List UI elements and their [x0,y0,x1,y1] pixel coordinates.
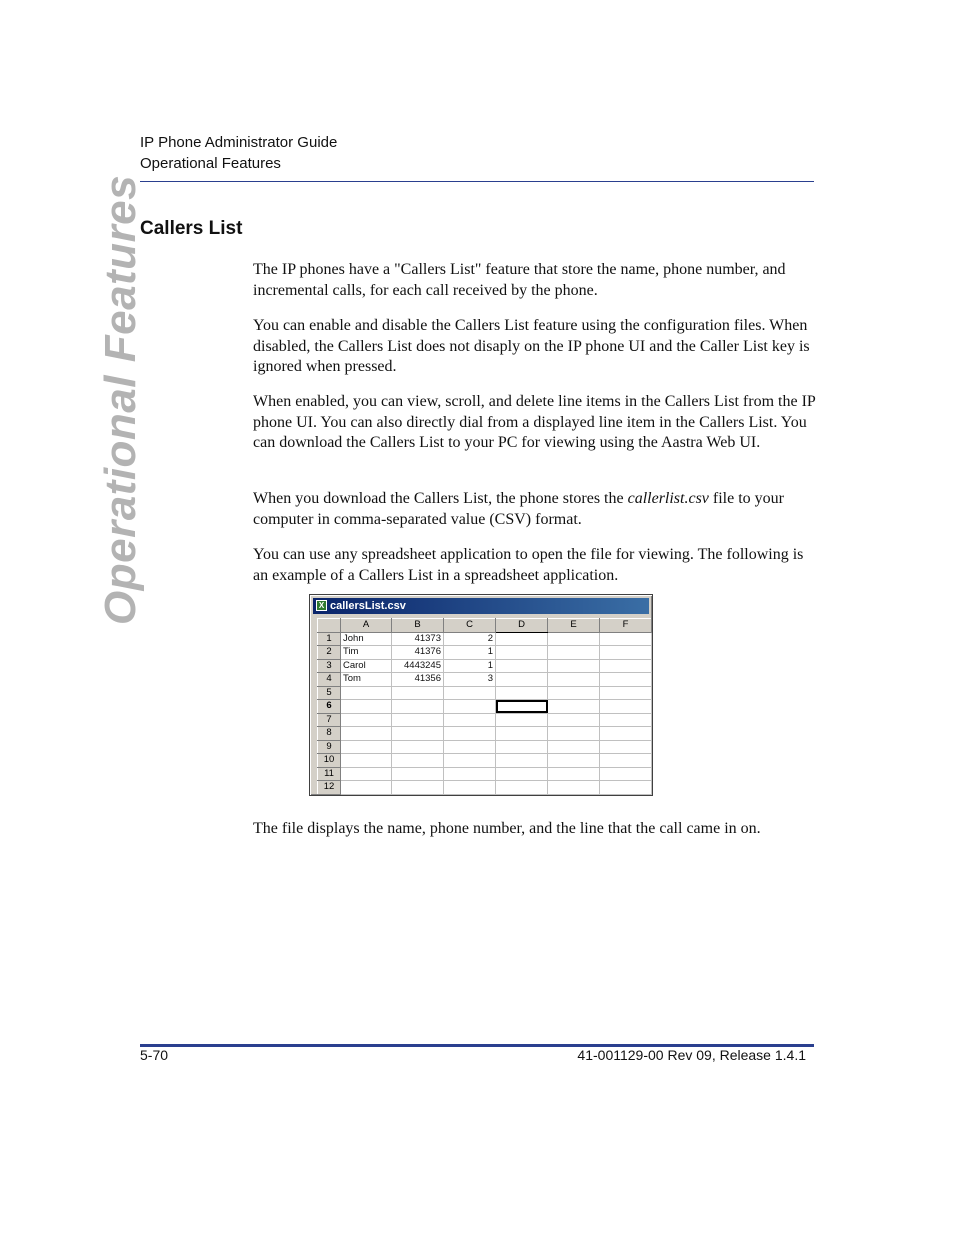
grid-cell[interactable] [600,686,652,700]
header-guide-title: IP Phone Administrator Guide [140,134,338,151]
table-row [318,713,652,727]
footer-doc-id: 41-001129-00 Rev 09, Release 1.4.1 [577,1047,806,1063]
grid-cell[interactable] [392,754,444,768]
grid-cell[interactable] [496,740,548,754]
grid-cell[interactable] [600,646,652,660]
grid-cell[interactable] [548,740,600,754]
grid-cell[interactable] [496,659,548,673]
grid-cell[interactable]: John [341,632,392,646]
row-header[interactable]: 1 [318,632,341,646]
grid-cell[interactable] [341,781,392,795]
row-header[interactable]: 10 [318,754,341,768]
grid-cell[interactable]: 41356 [392,673,444,687]
grid-cell[interactable] [600,632,652,646]
grid-cell[interactable] [392,686,444,700]
row-header[interactable]: 3 [318,659,341,673]
grid-cell[interactable] [496,632,548,646]
column-header[interactable]: B [392,619,444,633]
grid-cell[interactable] [444,754,496,768]
section-title: Callers List [140,218,243,239]
row-header[interactable]: 11 [318,767,341,781]
grid-cell[interactable] [392,781,444,795]
grid-cell[interactable] [496,686,548,700]
filename-text: callerlist.csv [627,490,709,507]
header-chapter-title: Operational Features [140,155,281,172]
grid-cell[interactable] [392,767,444,781]
row-header[interactable]: 5 [318,686,341,700]
table-row [318,686,652,700]
grid-cell[interactable] [600,740,652,754]
paragraph-text [253,489,818,530]
table-row [318,781,652,795]
grid-cell[interactable] [600,781,652,795]
grid-cell[interactable] [341,740,392,754]
spreadsheet-titlebar [313,598,649,614]
table-row [318,727,652,741]
row-header[interactable]: 12 [318,781,341,795]
grid-cell[interactable] [341,700,392,714]
grid-cell[interactable] [444,767,496,781]
grid-cell[interactable] [392,740,444,754]
row-header[interactable]: 7 [318,713,341,727]
grid-cell[interactable] [444,713,496,727]
grid-cell[interactable] [341,727,392,741]
grid-cell[interactable] [341,754,392,768]
grid-cell[interactable] [600,673,652,687]
row-header[interactable]: 4 [318,673,341,687]
grid-cell[interactable] [548,632,600,646]
grid-cell[interactable] [496,781,548,795]
table-row [318,632,652,646]
grid-cell[interactable] [600,713,652,727]
row-header[interactable]: 9 [318,740,341,754]
column-header[interactable]: F [600,619,652,633]
grid-cell[interactable] [548,754,600,768]
column-header[interactable]: C [444,619,496,633]
grid-cell[interactable] [392,700,444,714]
grid-cell[interactable] [341,713,392,727]
grid-cell[interactable] [600,767,652,781]
grid-cell[interactable]: 2 [444,632,496,646]
grid-cell[interactable] [341,767,392,781]
column-header[interactable]: D [496,619,548,633]
paragraph-text-part: file to your computer in comma-separated value (CSV) format. [253,490,784,528]
grid-cell[interactable]: 41376 [392,646,444,660]
grid-cell[interactable] [548,659,600,673]
grid-cell[interactable] [496,673,548,687]
grid-cell[interactable]: 1 [444,646,496,660]
paragraph-enable-disable [253,316,818,378]
row-header[interactable]: 6 [318,700,341,714]
grid-cell[interactable] [600,700,652,714]
grid-cell[interactable] [548,781,600,795]
paragraph-spreadsheet-intro [253,545,818,586]
paragraph-intro [253,260,818,301]
grid-cell[interactable] [548,700,600,714]
spreadsheet-grid [317,618,652,795]
grid-cell[interactable]: 1 [444,659,496,673]
select-all-corner[interactable] [318,619,341,633]
column-header[interactable]: E [548,619,600,633]
grid-cell[interactable] [548,713,600,727]
grid-cell[interactable] [444,781,496,795]
grid-cell[interactable]: 41373 [392,632,444,646]
grid-cell[interactable]: Tim [341,646,392,660]
grid-cell[interactable] [600,659,652,673]
table-row [318,767,652,781]
paragraph-text: When enabled, you can view, scroll, and delete line items in the Callers List from the IP phone UI. You can also directly dial from a displayed line item in the Callers List. You can download the Callers List to your PC for viewing using the Aastra Web UI. [253,393,816,451]
grid-cell[interactable] [392,713,444,727]
excel-file-icon: X [316,600,327,611]
grid-cell[interactable] [496,646,548,660]
paragraph-text: The IP phones have a "Callers List" feature that store the name, phone number, and incremental calls, for each call received by the phone. [253,261,786,299]
table-row [318,646,652,660]
grid-cell[interactable] [600,754,652,768]
grid-cell[interactable] [548,686,600,700]
spreadsheet-window [309,594,653,796]
grid-cell[interactable]: Carol [341,659,392,673]
spreadsheet-title: callersList.csv [330,600,406,612]
grid-cell[interactable] [496,727,548,741]
grid-cell[interactable] [496,713,548,727]
selected-cell[interactable] [496,700,548,714]
table-row [318,740,652,754]
grid-cell[interactable] [341,686,392,700]
paragraph-text-part: When you download the Callers List, the phone stores the [253,490,628,507]
side-chapter-title: Operational Features [96,174,145,625]
grid-cell[interactable] [392,727,444,741]
column-header-row [318,619,652,633]
paragraph-when-enabled [253,392,818,454]
grid-cell[interactable]: Tom [341,673,392,687]
paragraph-file-description [253,819,818,840]
paragraph-text: The file displays the name, phone number, and the line that the call came in on. [253,820,761,837]
table-row [318,673,652,687]
row-header[interactable]: 2 [318,646,341,660]
grid-cell[interactable]: 3 [444,673,496,687]
grid-cell[interactable] [548,767,600,781]
column-header[interactable]: A [341,619,392,633]
grid-cell[interactable] [444,700,496,714]
row-header[interactable]: 8 [318,727,341,741]
grid-cell[interactable] [600,727,652,741]
grid-cell[interactable]: 4443245 [392,659,444,673]
grid-cell[interactable] [496,754,548,768]
grid-cell[interactable] [496,767,548,781]
grid-cell[interactable] [444,727,496,741]
paragraph-download [253,489,818,530]
header-rule [140,181,814,182]
table-row [318,700,652,714]
table-row [318,659,652,673]
paragraph-text: You can enable and disable the Callers List feature using the configuration files. When disabled, the Callers List does not disaply on the IP phone UI and the Caller List key is ignored when pressed. [253,317,810,375]
paragraph-text: You can use any spreadsheet application to open the file for viewing. The following is an example of a Callers List in a spreadsheet application. [253,546,804,584]
grid-cell[interactable] [548,727,600,741]
grid-cell[interactable] [548,646,600,660]
grid-cell[interactable] [548,673,600,687]
table-row [318,754,652,768]
grid-cell[interactable] [444,740,496,754]
grid-cell[interactable] [444,686,496,700]
footer-page-number: 5-70 [140,1047,169,1063]
